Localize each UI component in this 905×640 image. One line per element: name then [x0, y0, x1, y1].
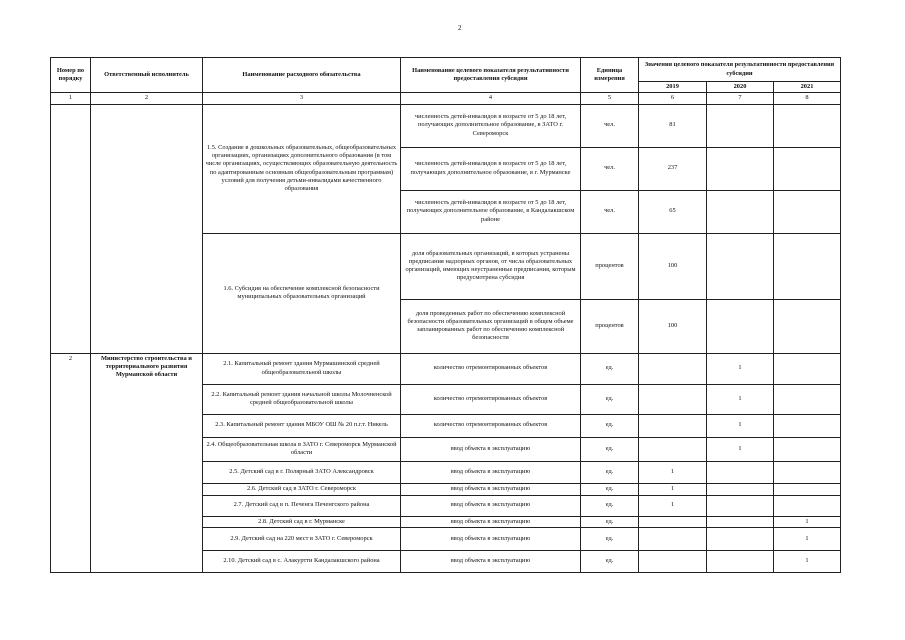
responsible-cell: Министерство строительства и территориального развития Мурманской области [91, 353, 203, 572]
col-number: 2 [91, 93, 203, 104]
indicator-cell: количество отремонтированных объектов [401, 414, 581, 437]
col-number: 5 [581, 93, 639, 104]
value-2021 [774, 495, 841, 516]
indicator-cell: ввод объекта в эксплуатацию [401, 550, 581, 572]
indicator-cell: ввод объекта в эксплуатацию [401, 516, 581, 527]
value-2020 [707, 527, 774, 550]
table-row [51, 104, 841, 147]
value-2019: 81 [639, 104, 707, 147]
value-2021: 1 [774, 516, 841, 527]
obligation-cell: 2.9. Детский сад на 220 мест в ЗАТО г. Североморск [203, 527, 401, 550]
value-2019 [639, 437, 707, 461]
unit-cell: ед. [581, 483, 639, 495]
indicator-cell: доля проведенных работ по обеспечению комплексной безопасности образовательных организаций в общем объеме запланированных работ по обеспечению комплексной безопасности [401, 299, 581, 353]
value-2021 [774, 414, 841, 437]
unit-cell: процентов [581, 299, 639, 353]
value-2021 [774, 147, 841, 190]
value-2021 [774, 190, 841, 233]
value-2021 [774, 353, 841, 384]
value-2021 [774, 299, 841, 353]
indicator-cell: ввод объекта в эксплуатацию [401, 461, 581, 483]
value-2019: 1 [639, 483, 707, 495]
header-unit: Единица измерения [581, 58, 639, 93]
value-2020 [707, 461, 774, 483]
value-2020: 1 [707, 414, 774, 437]
row-number [51, 104, 91, 353]
value-2020: 1 [707, 384, 774, 414]
unit-cell: ед. [581, 550, 639, 572]
value-2020 [707, 104, 774, 147]
value-2019 [639, 550, 707, 572]
col-number: 8 [774, 93, 841, 104]
value-2020 [707, 233, 774, 299]
indicator-cell: численность детей-инвалидов в возрасте от 5 до 18 лет, получающих дополнительное образование, в Кандалакшском районе [401, 190, 581, 233]
value-2020 [707, 299, 774, 353]
value-2020: 1 [707, 437, 774, 461]
obligation-cell: 2.3. Капитальный ремонт здания МБОУ ОШ № 20 п.г.т. Никель [203, 414, 401, 437]
responsible-cell [91, 104, 203, 353]
unit-cell: ед. [581, 437, 639, 461]
value-2020: 1 [707, 353, 774, 384]
obligation-cell: 2.10. Детский сад в с. Алакуртти Кандалакшского района [203, 550, 401, 572]
header-obligation: Наименование расходного обязательства [203, 58, 401, 93]
value-2019 [639, 516, 707, 527]
unit-cell: чел. [581, 104, 639, 147]
header-row-1 [51, 58, 841, 82]
unit-cell: ед. [581, 384, 639, 414]
obligation-cell: 2.1. Капитальный ремонт здания Мурмашинской средней общеобразовательной школы [203, 353, 401, 384]
page-number: 2 [458, 24, 462, 32]
unit-cell: ед. [581, 461, 639, 483]
obligation-cell: 2.4. Общеобразовательная школа в ЗАТО г. Североморск Мурманской области [203, 437, 401, 461]
obligation-cell: 2.2. Капитальный ремонт здания начальной школы Молочненской средней общеобразовательной школы [203, 384, 401, 414]
value-2019 [639, 414, 707, 437]
obligation-cell: 2.8. Детский сад в г. Мурманске [203, 516, 401, 527]
value-2019: 100 [639, 299, 707, 353]
value-2021 [774, 483, 841, 495]
value-2021 [774, 233, 841, 299]
col-number: 1 [51, 93, 91, 104]
indicator-cell: ввод объекта в эксплуатацию [401, 483, 581, 495]
value-2020 [707, 550, 774, 572]
indicator-cell: численность детей-инвалидов в возрасте от 5 до 18 лет, получающих дополнительное образование, в г. Мурманске [401, 147, 581, 190]
subsidy-indicators-table [50, 57, 841, 573]
indicator-cell: численность детей-инвалидов в возрасте от 5 до 18 лет, получающих дополнительное образование, в ЗАТО г. Североморск [401, 104, 581, 147]
unit-cell: ед. [581, 527, 639, 550]
header-values-title: Значения целевого показателя результативности предоставления субсидии [639, 58, 841, 82]
value-2020 [707, 495, 774, 516]
value-2021 [774, 461, 841, 483]
header-indicator: Наименование целевого показателя результативности предоставления субсидии [401, 58, 581, 93]
indicator-cell: количество отремонтированных объектов [401, 384, 581, 414]
unit-cell: ед. [581, 495, 639, 516]
unit-cell: процентов [581, 233, 639, 299]
col-number: 7 [707, 93, 774, 104]
value-2020 [707, 516, 774, 527]
header-year-2019: 2019 [639, 82, 707, 93]
value-2019: 1 [639, 495, 707, 516]
value-2020 [707, 190, 774, 233]
column-number-row [51, 93, 841, 104]
col-number: 4 [401, 93, 581, 104]
indicator-cell: количество отремонтированных объектов [401, 353, 581, 384]
value-2019: 65 [639, 190, 707, 233]
row-number: 2 [51, 353, 91, 572]
obligation-cell: 2.5. Детский сад в г. Полярный ЗАТО Александровск [203, 461, 401, 483]
unit-cell: чел. [581, 147, 639, 190]
value-2021 [774, 104, 841, 147]
unit-cell: ед. [581, 516, 639, 527]
unit-cell: ед. [581, 353, 639, 384]
value-2019 [639, 384, 707, 414]
header-num: Номер по порядку [51, 58, 91, 93]
value-2021: 1 [774, 550, 841, 572]
indicator-cell: доля образовательных организаций, в которых устранены предписания надзорных органов, от числа образовательных организаций, имеющих неустраненные предписания, которым предусмотрена субсидия [401, 233, 581, 299]
header-responsible: Ответственный исполнитель [91, 58, 203, 93]
value-2021: 1 [774, 527, 841, 550]
value-2020 [707, 483, 774, 495]
value-2021 [774, 384, 841, 414]
unit-cell: чел. [581, 190, 639, 233]
indicator-cell: ввод объекта в эксплуатацию [401, 437, 581, 461]
value-2019 [639, 353, 707, 384]
obligation-cell: 1.6. Субсидия на обеспечение комплексной безопасности муниципальных образовательных организаций [203, 233, 401, 353]
obligation-cell: 2.6. Детский сад в ЗАТО г. Североморск [203, 483, 401, 495]
value-2019: 1 [639, 461, 707, 483]
table-row [51, 353, 841, 384]
col-number: 3 [203, 93, 401, 104]
col-number: 6 [639, 93, 707, 104]
unit-cell: ед. [581, 414, 639, 437]
obligation-cell: 1.5. Создание в дошкольных образовательных, общеобразовательных организациях, организациях дополнительного образования (в том числе организациях, осуществляющих образовательную деятельность по адаптированным основным общеобразовательным программам) условий для получения детьми-инвалидами качественного образования [203, 104, 401, 233]
header-year-2021: 2021 [774, 82, 841, 93]
value-2021 [774, 437, 841, 461]
obligation-cell: 2.7. Детский сад в п. Печенга Печенгского района [203, 495, 401, 516]
indicator-cell: ввод объекта в эксплуатацию [401, 495, 581, 516]
indicator-cell: ввод объекта в эксплуатацию [401, 527, 581, 550]
value-2019 [639, 527, 707, 550]
value-2019: 100 [639, 233, 707, 299]
value-2020 [707, 147, 774, 190]
header-year-2020: 2020 [707, 82, 774, 93]
value-2019: 237 [639, 147, 707, 190]
